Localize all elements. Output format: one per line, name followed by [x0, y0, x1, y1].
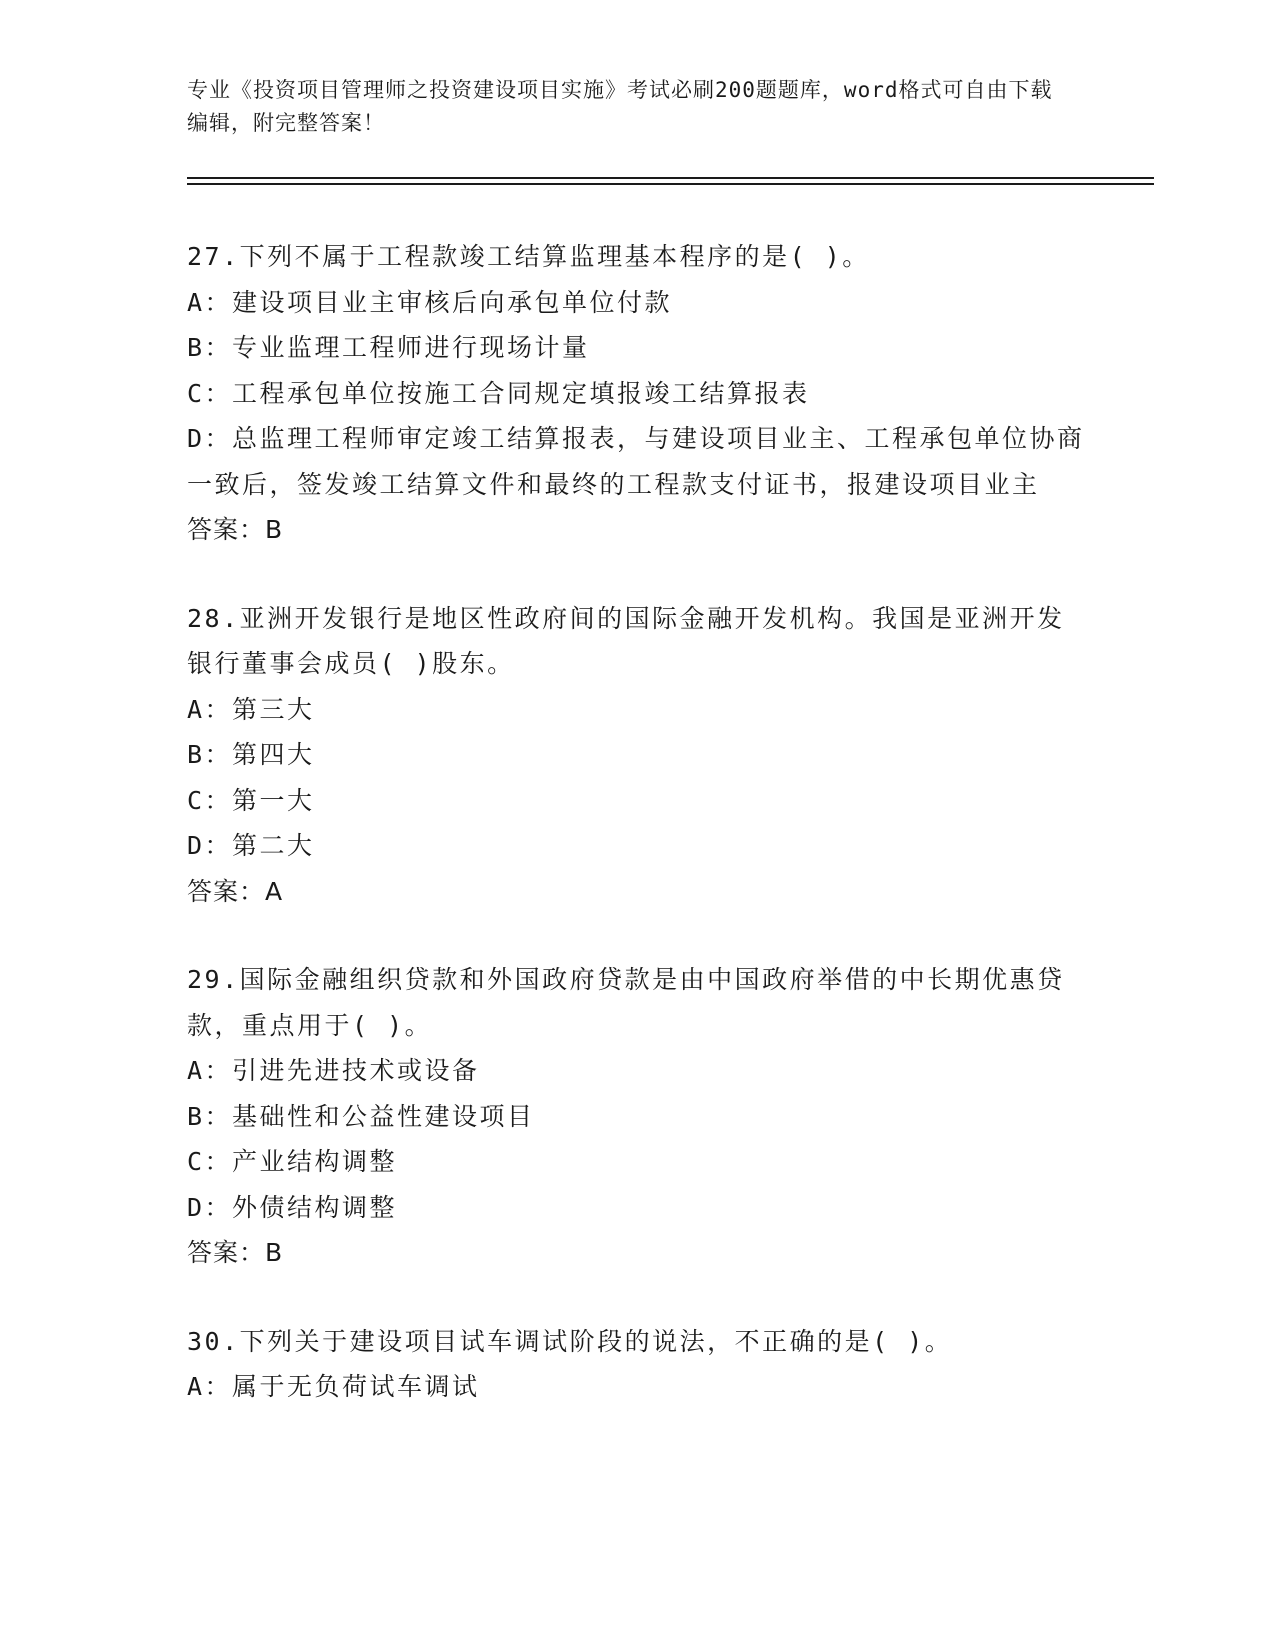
option-c: C：工程承包单位按施工合同规定填报竣工结算报表: [187, 378, 810, 408]
document-header: 专业《投资项目管理师之投资建设项目实施》考试必刷200题题库，word格式可自由下载编辑，附完整答案！: [187, 78, 1053, 135]
option-c: C：产业结构调整: [187, 1147, 398, 1176]
option-b: B：第四大: [187, 740, 315, 769]
question-28: [187, 596, 1087, 915]
question-29: [187, 957, 1087, 1276]
question-30: [187, 1319, 1087, 1410]
answer: 答案：B: [187, 515, 284, 544]
question-stem: 30.下列关于建设项目试车调试阶段的说法，不正确的是( )。: [187, 1326, 953, 1356]
option-b: B：基础性和公益性建设项目: [187, 1101, 535, 1131]
answer: 答案：A: [187, 876, 284, 906]
option-a: A：第三大: [187, 694, 315, 724]
option-d: D：总监理工程师审定竣工结算报表，与建设项目业主、工程承包单位协商一致后，签发竣工结算文件和最终的工程款支付证书，报建设项目业主: [187, 424, 1085, 499]
question-list: [187, 234, 1087, 1453]
option-b: B：专业监理工程师进行现场计量: [187, 333, 590, 362]
option-d: D：第二大: [187, 831, 315, 860]
question-stem: 29.国际金融组织贷款和外国政府贷款是由中国政府举借的中长期优惠贷款，重点用于( )。: [187, 965, 1065, 1040]
option-a: A：建设项目业主审核后向承包单位付款: [187, 287, 673, 317]
header-divider-bottom: [187, 183, 1154, 185]
question-stem: 28.亚洲开发银行是地区性政府间的国际金融开发机构。我国是亚洲开发银行董事会成员( )股东。: [187, 603, 1065, 678]
header-divider-top: [187, 177, 1154, 179]
question-27: [187, 234, 1087, 553]
option-a: A：属于无负荷试车调试: [187, 1372, 480, 1401]
option-d: D：外债结构调整: [187, 1192, 398, 1222]
option-c: C：第一大: [187, 785, 315, 815]
question-stem: 27.下列不属于工程款竣工结算监理基本程序的是( )。: [187, 242, 870, 271]
answer: 答案：B: [187, 1238, 284, 1267]
option-a: A：引进先进技术或设备: [187, 1056, 480, 1085]
